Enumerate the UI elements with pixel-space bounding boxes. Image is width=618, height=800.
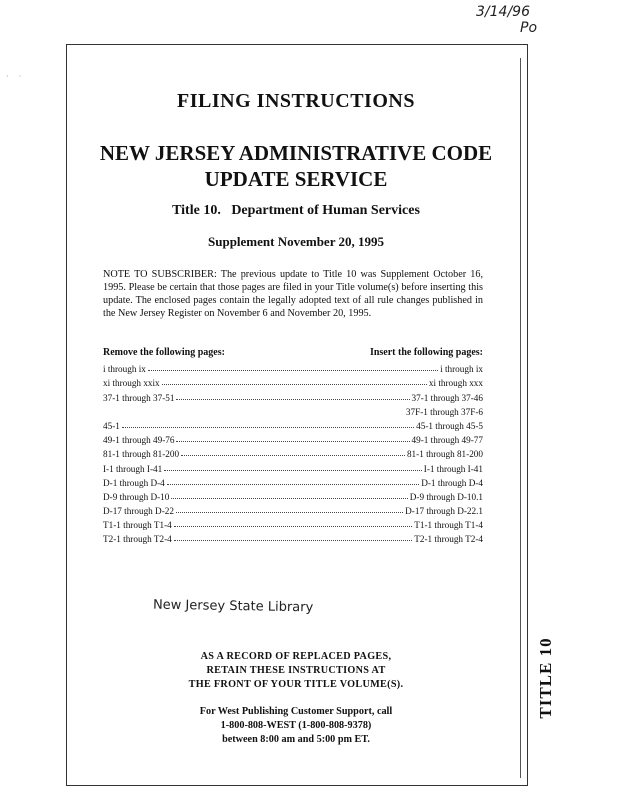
table-row <box>103 459 483 473</box>
remove-pages-cell: 49-1 through 49-76 <box>103 435 175 446</box>
insert-pages-cell: D-9 through D-10.1 <box>409 491 483 502</box>
filing-instructions-heading: FILING INSTRUCTIONS <box>177 90 415 112</box>
code-title-line2: UPDATE SERVICE <box>204 167 388 191</box>
insert-pages-cell: 81-1 through 81-200 <box>406 449 483 460</box>
table-row <box>103 374 483 388</box>
code-title-line1: NEW JERSEY ADMINISTRATIVE CODE <box>99 141 493 165</box>
dot-leader <box>174 526 413 527</box>
remove-column-header: Remove the following pages: <box>103 347 225 358</box>
insert-column-header: Insert the following pages: <box>369 347 483 358</box>
dot-leader <box>162 384 427 385</box>
table-row <box>103 516 483 530</box>
dot-leader <box>176 512 403 513</box>
record-notice <box>66 650 526 692</box>
support-line-1: For West Publishing Customer Support, call <box>199 706 393 717</box>
dot-leader <box>176 441 409 442</box>
remove-pages-cell: xi through xxix <box>103 378 160 389</box>
remove-pages-cell: T1-1 through T1-4 <box>103 520 172 531</box>
dot-leader <box>181 455 405 456</box>
handwritten-date: 3/14/96 <box>476 4 530 20</box>
insert-pages-cell: I-1 through I-41 <box>423 463 483 474</box>
table-row <box>103 431 483 445</box>
supplement-date: Supplement November 20, 1995 <box>208 234 384 249</box>
handwritten-initials: Po <box>520 20 538 36</box>
remove-pages-cell: D-17 through D-22 <box>103 506 174 517</box>
dot-leader <box>167 484 419 485</box>
remove-pages-cell: T2-1 through T2-4 <box>103 534 172 545</box>
support-line-2: 1-800-808-WEST (1-800-808-9378) <box>220 720 372 731</box>
insert-pages-cell: 37F-1 through 37F-6 <box>405 406 483 417</box>
record-line-3: THE FRONT OF YOUR TITLE VOLUME(S). <box>188 679 404 690</box>
insert-pages-cell: xi through xxx <box>428 378 483 389</box>
insert-pages-cell: D-17 through D-22.1 <box>405 506 483 517</box>
support-line-3: between 8:00 am and 5:00 pm ET. <box>222 734 370 745</box>
dot-leader <box>176 399 409 400</box>
dot-leader <box>171 498 407 499</box>
page-replacement-table <box>103 360 483 544</box>
table-row <box>103 360 483 374</box>
table-row <box>103 388 483 402</box>
insert-pages-cell: T1-1 through T1-4 <box>414 520 483 531</box>
title-department: Title 10. Department of Human Services <box>172 203 420 218</box>
table-row <box>103 488 483 502</box>
dot-leader <box>174 540 413 541</box>
remove-pages-cell: I-1 through I-41 <box>103 463 163 474</box>
dot-leader <box>122 427 414 428</box>
remove-pages-cell: 37-1 through 37-51 <box>103 392 175 403</box>
subscriber-note: NOTE TO SUBSCRIBER: The previous update to Title 10 was Supplement October 16, 1995. Please be certain that those pages are filed in your Title volume(s) before inserting this update. The enclosed pages contain the legally adopted text of all rule changes published in the New Jersey Register on November 6 and November 20, 1995. <box>103 269 483 319</box>
insert-pages-cell: 49-1 through 49-77 <box>411 435 483 446</box>
record-line-1: AS A RECORD OF REPLACED PAGES, <box>200 651 392 662</box>
table-row <box>103 502 483 516</box>
handwritten-annotation <box>476 4 586 36</box>
remove-pages-cell: D-9 through D-10 <box>103 491 170 502</box>
scan-speckles: · · <box>6 72 26 81</box>
table-row <box>103 445 483 459</box>
remove-pages-cell: 81-1 through 81-200 <box>103 449 180 460</box>
remove-pages-cell: D-1 through D-4 <box>103 477 165 488</box>
insert-pages-cell: D-1 through D-4 <box>421 477 483 488</box>
table-column-headers <box>103 347 483 358</box>
insert-pages-cell: 37-1 through 37-46 <box>411 392 483 403</box>
code-title-heading <box>66 140 526 192</box>
spine-tab-label: TITLE 10 <box>536 637 555 719</box>
dot-leader <box>164 470 422 471</box>
table-row <box>103 403 483 417</box>
insert-pages-cell: T2-1 through T2-4 <box>414 534 483 545</box>
table-row <box>103 530 483 544</box>
record-line-2: RETAIN THESE INSTRUCTIONS AT <box>206 665 386 676</box>
insert-pages-cell: i through ix <box>440 364 483 375</box>
remove-pages-cell: i through ix <box>103 364 146 375</box>
table-row <box>103 474 483 488</box>
remove-pages-cell: 45-1 <box>103 420 120 431</box>
insert-pages-cell: 45-1 through 45-5 <box>416 420 483 431</box>
customer-support-notice <box>66 705 526 747</box>
library-stamp: New Jersey State Library <box>152 597 314 616</box>
dot-leader <box>148 370 438 371</box>
table-row <box>103 417 483 431</box>
